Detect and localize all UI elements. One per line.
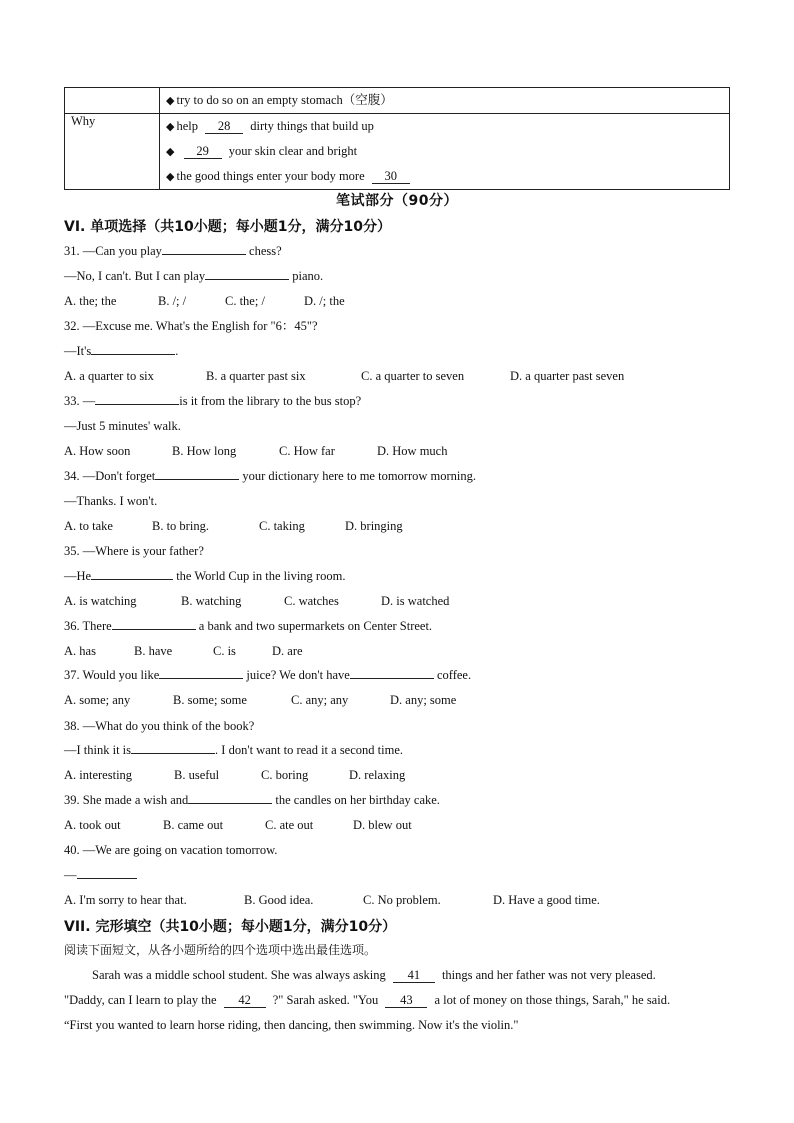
option-b[interactable]: B. How long (172, 444, 237, 458)
blank-29: 29 (184, 144, 222, 159)
answer-blank (159, 666, 243, 679)
question-35: 35. —Where is your father? (64, 544, 204, 558)
answer-blank (162, 242, 246, 255)
option-c[interactable]: C. No problem. (363, 893, 441, 907)
option-d[interactable]: D. a quarter past seven (510, 369, 625, 383)
question-37-options (64, 691, 456, 709)
blank-30: 30 (372, 169, 410, 184)
option-c[interactable]: C. taking (259, 519, 305, 533)
option-b[interactable]: B. came out (163, 818, 224, 832)
answer-blank (91, 567, 173, 580)
diamond-bullet-icon: ◆ (166, 121, 175, 133)
question-32-options (64, 367, 624, 385)
option-c[interactable]: C. How far (279, 444, 335, 458)
answer-blank (131, 741, 215, 754)
option-a[interactable]: A. a quarter to six (64, 369, 154, 383)
passage-line-2: "Daddy, can I learn to play the 42 ?" Sarah asked. "You 43 a lot of money on those things, Sarah," he said. (64, 993, 671, 1007)
option-b[interactable]: B. to bring. (152, 519, 209, 533)
option-d[interactable]: D. bringing (345, 519, 403, 533)
question-40: 40. —We are going on vacation tomorrow. (64, 843, 278, 857)
option-b[interactable]: B. some; some (173, 693, 247, 707)
option-d[interactable]: D. any; some (390, 693, 457, 707)
question-40-options (64, 891, 600, 909)
answer-blank (91, 342, 175, 355)
diamond-bullet-icon: ◆ (166, 171, 175, 183)
question-31-options (64, 292, 345, 310)
question-37: 37. Would you like juice? We don't have coffee. (64, 668, 472, 682)
passage-line-1: Sarah was a middle school student. She was always asking 41 things and her father was not very pleased. (92, 968, 656, 982)
option-b[interactable]: B. have (134, 644, 173, 658)
table-label-cell (65, 88, 160, 114)
option-a[interactable]: A. has (64, 644, 96, 658)
section-7-title: VII. 完形填空（共10小题；每小题1分，满分10分） (64, 919, 397, 935)
table-item: ◆ the good things enter your body more 30 (166, 164, 729, 189)
table-content-cell (160, 88, 730, 114)
question-32: 32. —Excuse me. What's the English for "6：45"? (64, 319, 318, 333)
option-a[interactable]: A. How soon (64, 444, 131, 458)
option-d[interactable]: D. blew out (353, 818, 412, 832)
option-d[interactable]: D. are (272, 644, 303, 658)
option-a[interactable]: A. I'm sorry to hear that. (64, 893, 187, 907)
option-c[interactable]: C. is (213, 644, 236, 658)
table-row (65, 88, 730, 114)
option-d[interactable]: D. Have a good time. (493, 893, 600, 907)
table-row (65, 114, 730, 190)
table-item: ◆ help 28 dirty things that build up (166, 119, 374, 133)
option-a[interactable]: A. is watching (64, 594, 137, 608)
option-b[interactable]: B. Good idea. (244, 893, 314, 907)
writing-part-title: 笔试部分（90分） (336, 193, 458, 209)
option-b[interactable]: B. watching (181, 594, 242, 608)
option-a[interactable]: A. interesting (64, 768, 133, 782)
question-33: 33. — is it from the library to the bus stop? (64, 394, 362, 408)
option-c[interactable]: C. the; / (225, 294, 265, 308)
option-b[interactable]: B. a quarter past six (206, 369, 306, 383)
question-38-reply: —I think it is . I don't want to read it a second time. (64, 743, 403, 757)
question-39: 39. She made a wish and the candles on her birthday cake. (64, 793, 440, 807)
question-34-reply: —Thanks. I won't. (64, 494, 158, 508)
answer-blank (112, 617, 196, 630)
table-content-cell (160, 114, 730, 190)
question-33-options (64, 442, 447, 460)
question-34-options (64, 517, 403, 535)
blank-41: 41 (393, 968, 435, 983)
question-31-reply: —No, I can't. But I can play piano. (64, 269, 324, 283)
option-a[interactable]: A. some; any (64, 693, 131, 707)
option-c[interactable]: C. boring (261, 768, 309, 782)
section-7-instruction: 阅读下面短文，从各小题所给的四个选项中选出最佳选项。 (64, 943, 377, 957)
blank-28: 28 (205, 119, 243, 134)
question-32-reply: —It's . (64, 344, 179, 358)
option-b[interactable]: B. useful (174, 768, 220, 782)
blank-42: 42 (224, 993, 266, 1008)
option-c[interactable]: C. watches (284, 594, 339, 608)
table-item: ◆ try to do so on an empty stomach（空腹） (166, 93, 393, 107)
diamond-bullet-icon: ◆ (166, 95, 175, 107)
option-a[interactable]: A. to take (64, 519, 113, 533)
option-c[interactable]: C. ate out (265, 818, 314, 832)
option-b[interactable]: B. /; / (158, 294, 187, 308)
answer-blank (95, 392, 179, 405)
question-38-options (64, 766, 405, 784)
question-36: 36. There a bank and two supermarkets on Center Street. (64, 619, 433, 633)
answer-blank (350, 666, 434, 679)
info-table (64, 87, 730, 190)
answer-blank (205, 267, 289, 280)
question-38: 38. —What do you think of the book? (64, 719, 255, 733)
blank-43: 43 (385, 993, 427, 1008)
question-35-options (64, 592, 449, 610)
option-a[interactable]: A. took out (64, 818, 121, 832)
question-40-reply: — (64, 866, 137, 884)
question-39-options (64, 816, 412, 834)
answer-blank (155, 467, 239, 480)
option-d[interactable]: D. relaxing (349, 768, 406, 782)
option-d[interactable]: D. How much (377, 444, 448, 458)
table-item: ◆ 29 your skin clear and bright (166, 144, 358, 158)
passage-line-3: “First you wanted to learn horse riding, then dancing, then swimming. Now it's the violin." (64, 1018, 519, 1032)
option-a[interactable]: A. the; the (64, 294, 117, 308)
question-35-reply: —He the World Cup in the living room. (64, 569, 346, 583)
question-31: 31. —Can you play chess? (64, 244, 282, 258)
option-c[interactable]: C. a quarter to seven (361, 369, 465, 383)
diamond-bullet-icon: ◆ (166, 146, 175, 158)
option-d[interactable]: D. /; the (304, 294, 345, 308)
question-34: 34. —Don't forget your dictionary here to me tomorrow morning. (64, 469, 476, 483)
answer-blank (188, 791, 272, 804)
table-label-cell: Why (65, 114, 160, 190)
answer-blank (77, 866, 137, 879)
question-33-reply: —Just 5 minutes' walk. (64, 419, 181, 433)
option-c[interactable]: C. any; any (291, 693, 349, 707)
question-36-options (64, 642, 303, 660)
option-d[interactable]: D. is watched (381, 594, 450, 608)
section-6-title: VI. 单项选择（共10小题；每小题1分，满分10分） (64, 219, 391, 235)
